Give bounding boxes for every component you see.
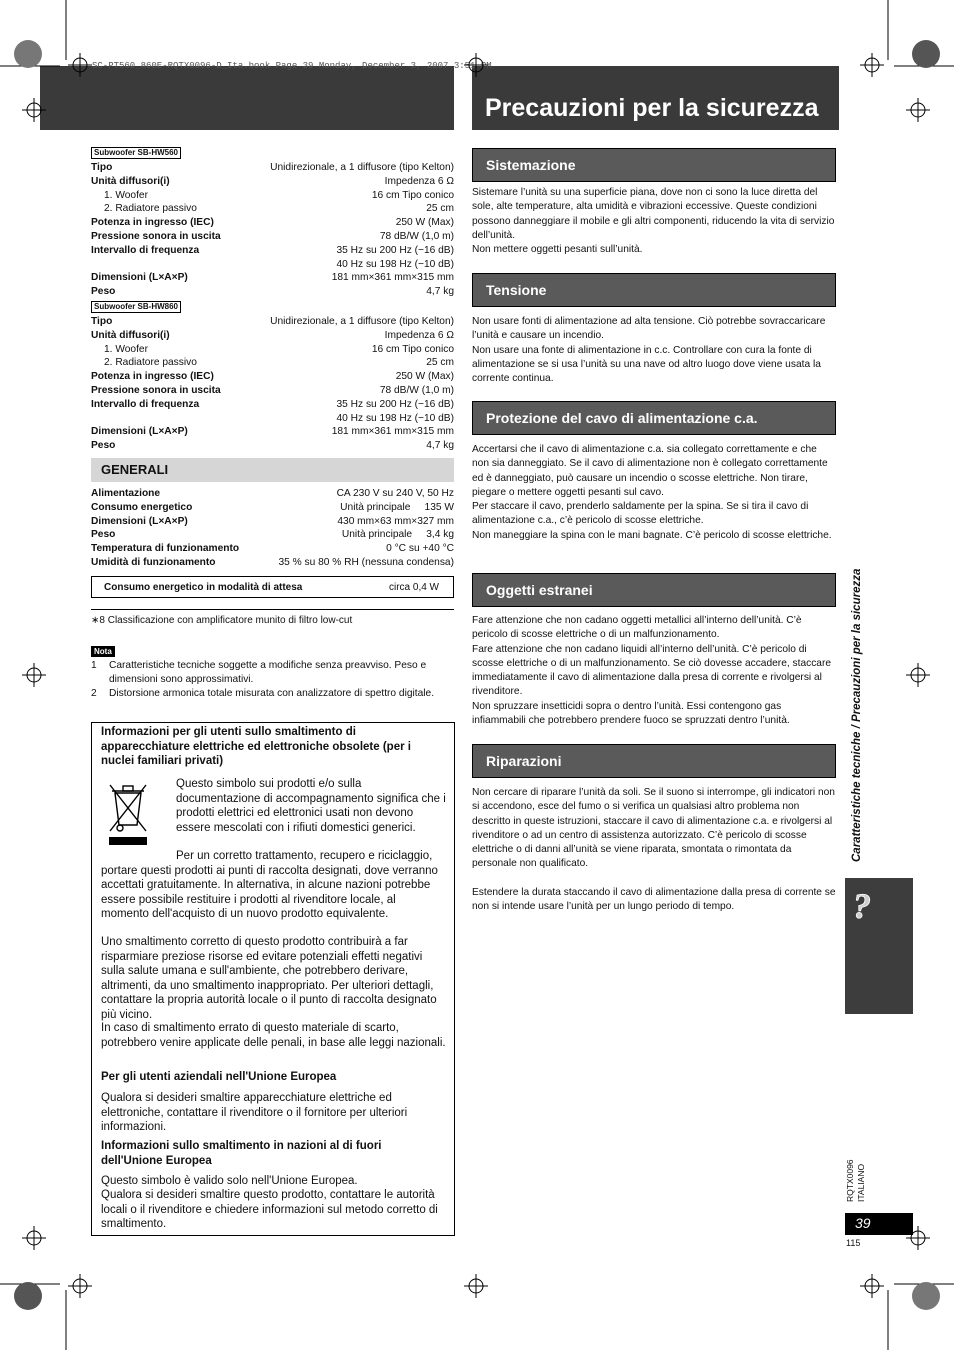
disposal-h2: Per gli utenti aziendali nell'Unione Europea	[101, 1071, 337, 1083]
section-riparazioni: Riparazioni	[472, 744, 836, 778]
list-item: 2 Distorsione armonica totale misurata con analizzatore di spettro digitale.	[91, 688, 435, 699]
nota-list	[91, 659, 454, 701]
sub860-tag: Subwoofer SB-HW860	[91, 301, 181, 313]
standby-consumption: Consumo energetico in modalità di attesa circa 0,4 W	[91, 576, 454, 598]
running-head: SC-PT560_860E-RQTX0096-D_Ita.book Page 39 Monday, December 3, 2007 3:51 PM	[92, 61, 492, 71]
side-tab	[845, 878, 913, 1014]
page-number: 39	[845, 1213, 913, 1235]
page-title: Precauzioni per la sicurezza	[485, 94, 819, 122]
doc-code: RQTX0096 ITALIANO	[845, 1159, 866, 1202]
disposal-p4: In caso di smaltimento errato di questo materiale di scarto, potrebbero venire applicate delle penali, in base alle leggi nazionali.	[101, 1022, 446, 1049]
riparazioni-text: Non cercare di riparare l’unità da soli. Se il suono si interrompe, gli indicatori non si accendono, esce del fumo o si verifica un qualsiasi altro problema non descritto in queste istruzioni, staccare il cavo di alimentazione c.a. e rivolgersi al rivenditore o ad un centro di assistenza autorizzato. C’è pericolo di scosse elettriche o di danni all’unità se viene riparata, smontata o rimontata da personale non qualificato. Estendere la durata staccando il cavo di alimentazione dalla presa di corrente se non si intende usare l’unità per un lungo periodo di tempo.	[472, 787, 836, 913]
spec-sub560: Subwoofer SB-HW560 Tipo Unidirezionale, a 1 diffusore (tipo Kelton) Unità diffusori(i) Impedenza 6 Ω 1. Woofer 16 cm Tipo conico 2. Radiatore passivo 25 cm Potenza in ingresso (IEC) 250 W (Max) Pressione sonora in uscita 78 dB/W (1,0 m) Intervallo di frequenza 35 Hz su 200 Hz (−16 dB) 40 Hz su 198 Hz (−10 dB) Dimensioni (L×A×P) 181 mm×361 mm×315 mm Peso 4,7 kg	[91, 148, 454, 298]
side-vertical-title: Caratteristiche tecniche / Precauzioni per la sicurezza	[851, 568, 863, 862]
tensione-text: Non usare fonti di alimentazione ad alta tensione. Ciò potrebbe sovraccaricare l’unità e causare un incendio. Non usare una fonte di alimentazione in c.c. Controllare con cura la fonte di alimentazione se si usa l’unità su una nave od altro luogo dove viene usata la corrente continua.	[472, 316, 826, 385]
cavo-text: Accertarsi che il cavo di alimentazione c.a. sia collegato correttamente e che non sia danneggiato. Se il cavo di alimentazione non è collegato correttamente ed è danneggiato, può causare un incendio o scosse elettriche. Non tirare, piegare o mettere oggetti pesanti sul cavo. Per staccare il cavo, prenderlo saldamente per la spina. Se si tira il cavo di alimentazione c.a., c’è pericolo di scosse elettriche. Non maneggiare la spina con le mani bagnate. C’è pericolo di scosse elettriche.	[472, 444, 832, 541]
list-item: 1 Caratteristiche tecniche soggette a modifiche senza preavviso. Peso e dimensioni sono approssimativi.	[91, 660, 427, 685]
section-oggetti: Oggetti estranei	[472, 573, 836, 607]
general-heading: GENERALI	[91, 458, 454, 482]
divider-line	[91, 609, 454, 610]
sub560-tag: Subwoofer SB-HW560	[91, 147, 181, 159]
disposal-p3: Uno smaltimento corretto di questo prodotto contribuirà a far risparmiare preziose risorse ed evitare potenziali effetti negativi sulla salute umana e sull'ambiente, che potrebbero derivare, altrimenti, da uno smaltimento inappropriato. Per ulteriori dettagli, contattare la propria autorità locale o il punto di raccolta designato più vicino.	[101, 936, 437, 1021]
disposal-h3: Informazioni sullo smaltimento in nazioni al di fuori dell'Unione Europea	[101, 1140, 382, 1167]
disposal-p2: Per un corretto trattamento, recupero e riciclaggio, portare questi prodotti ai punti di raccolta designati, dove verranno accettati gratuitamente. In alternativa, in alcune nazioni potrebbe essere possibile restituire i prodotti al rivenditore locale, al momento dell'acquisto di un nuovo prodotto equivalente.	[101, 850, 438, 920]
sub-page-number: 115	[846, 1238, 861, 1248]
sistemazione-text: Sistemare l’unità su una superficie piana, dove non ci sono la luce diretta del sole, alte temperature, alta umidità e vibrazioni eccessive. Queste condizioni possono danneggiare il mobile e gli altri componenti, riducendo la vita di servizio dell’unità. Non mettere oggetti pesanti sull’unità.	[472, 187, 835, 256]
disposal-p1: Questo simbolo sui prodotti e/o sulla documentazione di accompagnamento significa che i prodotti elettrici ed elettronici usati non devono essere mescolati con i rifiuti domestici generici.	[176, 778, 446, 834]
svg-text:?: ?	[853, 886, 871, 926]
disposal-box	[91, 722, 455, 1236]
section-cavo: Protezione del cavo di alimentazione c.a.	[472, 401, 836, 435]
footnote: ∗8 Classificazione con amplificatore munito di filtro low-cut	[91, 615, 353, 626]
disposal-p6: Questo simbolo è valido solo nell'Unione Europea.	[101, 1175, 358, 1187]
oggetti-text: Fare attenzione che non cadano oggetti metallici all’interno dell’unità. C’è pericolo di scosse elettriche o di un malfunzionamento. Fare attenzione che non cadano liquidi all’interno dell’unità. C’è pericolo di scosse elettriche o di un malfunzionamento. Se ciò dovesse accadere, staccare immediatamente il cavo di alimentazione dalla presa di corrente e rivolgersi al rivenditore. Non spruzzare insetticidi sopra o dentro l’unità. Essi contengono gas infiammabili che potrebbero prendere fuoco se spruzzati dentro l’unità.	[472, 615, 832, 727]
question-mark-icon	[847, 886, 887, 926]
spec-sub860: Subwoofer SB-HW860 Tipo Unidirezionale, a 1 diffusore (tipo Kelton) Unità diffusori(i) Impedenza 6 Ω 1. Woofer 16 cm Tipo conico 2. Radiatore passivo 25 cm Potenza in ingresso (IEC) 250 W (Max) Pressione sonora in uscita 78 dB/W (1,0 m) Intervallo di frequenza 35 Hz su 200 Hz (−16 dB) 40 Hz su 198 Hz (−10 dB) Dimensioni (L×A×P) 181 mm×361 mm×315 mm Peso 4,7 kg	[91, 302, 454, 452]
disposal-heading: Informazioni per gli utenti sullo smaltimento di apparecchiature elettriche ed elettroniche obsolete (per i nuclei familiari privati)	[101, 726, 411, 767]
disposal-p5: Qualora si desideri smaltire apparecchiature elettriche ed elettroniche, contattare il rivenditore o il fornitore per ulteriori informazioni.	[101, 1092, 408, 1133]
disposal-p7: Qualora si desideri smaltire questo prodotto, contattare le autorità locali o il rivenditore e chiedere informazioni sul metodo corretto di smaltimento.	[101, 1189, 438, 1230]
spec-general: Alimentazione CA 230 V su 240 V, 50 Hz Consumo energetico Unità principale 135 W Dimensioni (L×A×P) 430 mm×63 mm×327 mm Peso Unità principale 3,4 kg Temperatura di funzionamento 0 °C su +40 °C Umidità di funzionamento 35 % su 80 % RH (nessuna condensa)	[91, 488, 454, 568]
weee-bin-icon	[106, 781, 150, 847]
section-sistemazione: Sistemazione	[472, 148, 836, 182]
nota-badge: Nota	[91, 646, 115, 657]
section-tensione: Tensione	[472, 273, 836, 307]
